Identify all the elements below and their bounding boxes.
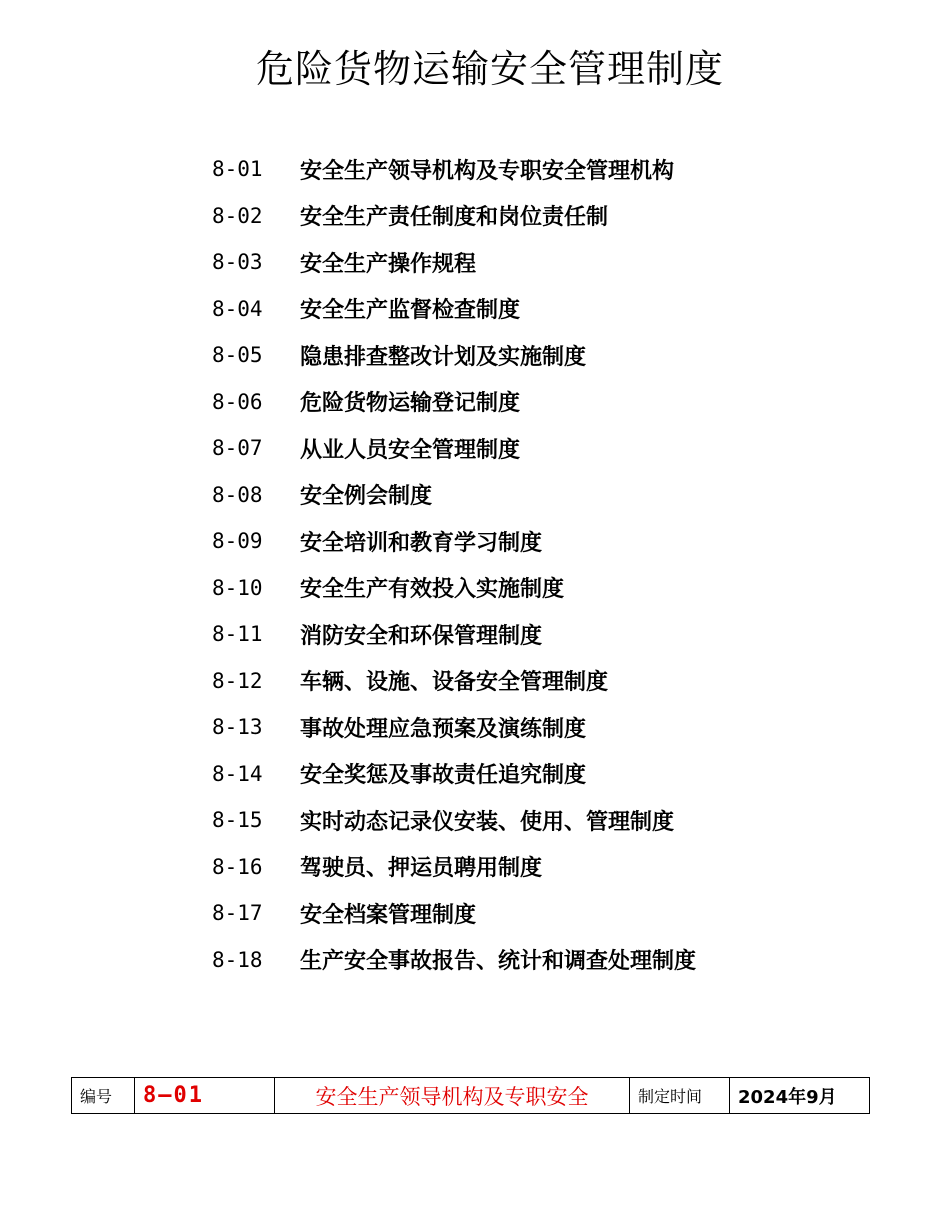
- toc-item: [212, 751, 696, 798]
- toc-item-code: 8-13: [212, 715, 263, 740]
- toc-item-code: 8-09: [212, 529, 263, 554]
- toc-item-name: 驾驶员、押运员聘用制度: [300, 856, 543, 882]
- document-title: 危险货物运输安全管理制度: [255, 47, 724, 91]
- number-value: 8—01: [135, 1078, 275, 1114]
- date-value: 2024年9月: [730, 1078, 870, 1114]
- toc-item-name: 安全档案管理制度: [300, 902, 477, 928]
- table-row: [72, 1078, 870, 1114]
- toc-item: [212, 146, 696, 193]
- toc-item-code: 8-16: [212, 854, 263, 879]
- toc-item: [212, 565, 696, 612]
- toc-item: [212, 518, 696, 565]
- document-name-value: 安全生产领导机构及专职安全: [275, 1078, 630, 1114]
- toc-item-code: 8-11: [212, 622, 263, 647]
- toc-item-name: 实时动态记录仪安装、使用、管理制度: [300, 809, 675, 835]
- toc-item-code: 8-08: [212, 482, 263, 507]
- date-label: 制定时间: [630, 1078, 730, 1114]
- table-of-contents: [212, 146, 696, 983]
- toc-item: [212, 472, 696, 519]
- toc-item: [212, 193, 696, 240]
- toc-item: [212, 425, 696, 472]
- toc-item-name: 安全生产有效投入实施制度: [300, 577, 565, 603]
- toc-item-name: 安全生产操作规程: [300, 251, 477, 277]
- toc-item-code: 8-15: [212, 808, 263, 833]
- toc-item-code: 8-18: [212, 947, 263, 972]
- toc-item-name: 危险货物运输登记制度: [300, 391, 521, 417]
- toc-item-code: 8-12: [212, 668, 263, 693]
- toc-item-name: 生产安全事故报告、统计和调查处理制度: [300, 949, 697, 975]
- toc-item: [212, 379, 696, 426]
- toc-item-name: 车辆、设施、设备安全管理制度: [300, 670, 609, 696]
- toc-item-code: 8-06: [212, 389, 263, 414]
- toc-item-code: 8-05: [212, 343, 263, 368]
- toc-item-name: 安全奖惩及事故责任追究制度: [300, 763, 587, 789]
- toc-item-name: 事故处理应急预案及演练制度: [300, 716, 587, 742]
- toc-item-name: 安全生产责任制度和岗位责任制: [300, 205, 609, 231]
- toc-item-name: 从业人员安全管理制度: [300, 437, 521, 463]
- toc-item: [212, 332, 696, 379]
- toc-item-name: 隐患排查整改计划及实施制度: [300, 344, 587, 370]
- document-info-table: [71, 1077, 870, 1114]
- toc-item-name: 安全培训和教育学习制度: [300, 530, 543, 556]
- toc-item: [212, 239, 696, 286]
- toc-item: [212, 704, 696, 751]
- toc-item-code: 8-10: [212, 575, 263, 600]
- toc-item: [212, 658, 696, 705]
- toc-item: [212, 844, 696, 891]
- number-label: 编号: [72, 1078, 135, 1114]
- toc-item: [212, 611, 696, 658]
- toc-item-name: 安全生产监督检查制度: [300, 298, 521, 324]
- toc-item: [212, 937, 696, 984]
- toc-item-name: 消防安全和环保管理制度: [300, 623, 543, 649]
- toc-item-code: 8-04: [212, 296, 263, 321]
- toc-item-code: 8-01: [212, 157, 263, 182]
- toc-item-code: 8-03: [212, 250, 263, 275]
- toc-item-name: 安全生产领导机构及专职安全管理机构: [300, 158, 675, 184]
- toc-item-code: 8-02: [212, 203, 263, 228]
- toc-item: [212, 797, 696, 844]
- toc-item-code: 8-07: [212, 436, 263, 461]
- toc-item-code: 8-14: [212, 761, 263, 786]
- toc-item-name: 安全例会制度: [300, 484, 433, 510]
- toc-item-code: 8-17: [212, 901, 263, 926]
- toc-item: [212, 286, 696, 333]
- toc-item: [212, 890, 696, 937]
